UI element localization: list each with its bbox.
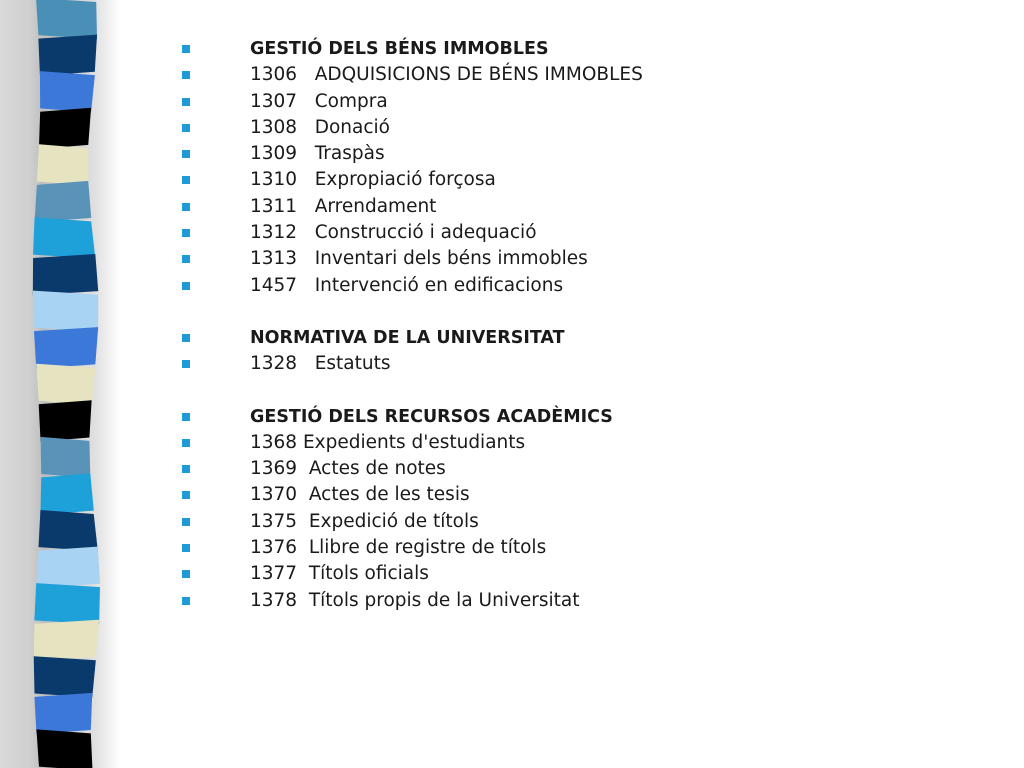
stripe-segment (35, 181, 92, 222)
list-item: 1308 Donació (180, 115, 980, 141)
stripe-segment (36, 547, 100, 588)
square-bullet-icon (182, 413, 190, 421)
section-heading: NORMATIVA DE LA UNIVERSITAT (180, 325, 980, 351)
list-item: 1328 Estatuts (180, 351, 980, 377)
stripe-segment (36, 0, 97, 39)
stripe-segment (37, 144, 88, 185)
list-item: 1369 Actes de notes (180, 456, 980, 482)
square-bullet-icon (182, 71, 190, 79)
stripe-segment (34, 620, 99, 661)
list-item: 1375 Expedició de títols (180, 509, 980, 535)
list-item: 1311 Arrendament (180, 194, 980, 220)
stripe-segment (39, 400, 92, 441)
stripe-segment (39, 108, 91, 149)
square-bullet-icon (182, 544, 190, 552)
square-bullet-icon (182, 124, 190, 132)
square-bullet-icon (182, 282, 190, 290)
list-item: 1370 Actes de les tesis (180, 482, 980, 508)
list-item: 1376 Llibre de registre de títols (180, 535, 980, 561)
stripe-segment (34, 583, 100, 624)
stripe-segment (33, 254, 98, 295)
stripe-segment (36, 729, 92, 768)
square-bullet-icon (182, 203, 190, 211)
square-bullet-icon (182, 176, 190, 184)
section-heading: GESTIÓ DELS BÉNS IMMOBLES (180, 36, 980, 62)
square-bullet-icon (182, 465, 190, 473)
square-bullet-icon (182, 491, 190, 499)
square-bullet-icon (182, 255, 190, 263)
list-item: 1309 Traspàs (180, 141, 980, 167)
stripe-segment (34, 327, 98, 368)
list-item: 1377 Títols oficials (180, 561, 980, 587)
square-bullet-icon (182, 98, 190, 106)
stripe-segment (39, 510, 98, 551)
list-item: 1306 ADQUISICIONS DE BÉNS IMMOBLES (180, 62, 980, 88)
stripe-segment (34, 656, 96, 697)
decorative-stripe-bar (0, 0, 120, 768)
square-bullet-icon (182, 597, 190, 605)
stripe-segment (40, 71, 95, 112)
stripe-segment (33, 217, 95, 258)
stripe-segment (36, 364, 95, 405)
list-item: 1457 Intervenció en edificacions (180, 273, 980, 299)
square-bullet-icon (182, 229, 190, 237)
square-bullet-icon (182, 150, 190, 158)
square-bullet-icon (182, 439, 190, 447)
square-bullet-icon (182, 45, 190, 53)
square-bullet-icon (182, 360, 190, 368)
list-item: 1307 Compra (180, 89, 980, 115)
list-item: 1310 Expropiació forçosa (180, 167, 980, 193)
bullet-list (180, 36, 980, 614)
stripe-segment (41, 437, 91, 478)
stripe-segment (34, 693, 92, 734)
stripe-segment (38, 35, 97, 76)
square-bullet-icon (182, 518, 190, 526)
list-item: 1368 Expedients d'estudiants (180, 430, 980, 456)
list-item: 1313 Inventari dels béns immobles (180, 246, 980, 272)
stripe-segment (40, 473, 93, 514)
square-bullet-icon (182, 334, 190, 342)
stripe-segment (33, 291, 98, 332)
section-heading: GESTIÓ DELS RECURSOS ACADÈMICS (180, 404, 980, 430)
square-bullet-icon (182, 570, 190, 578)
list-item: 1312 Construcció i adequació (180, 220, 980, 246)
list-item: 1378 Títols propis de la Universitat (180, 588, 980, 614)
